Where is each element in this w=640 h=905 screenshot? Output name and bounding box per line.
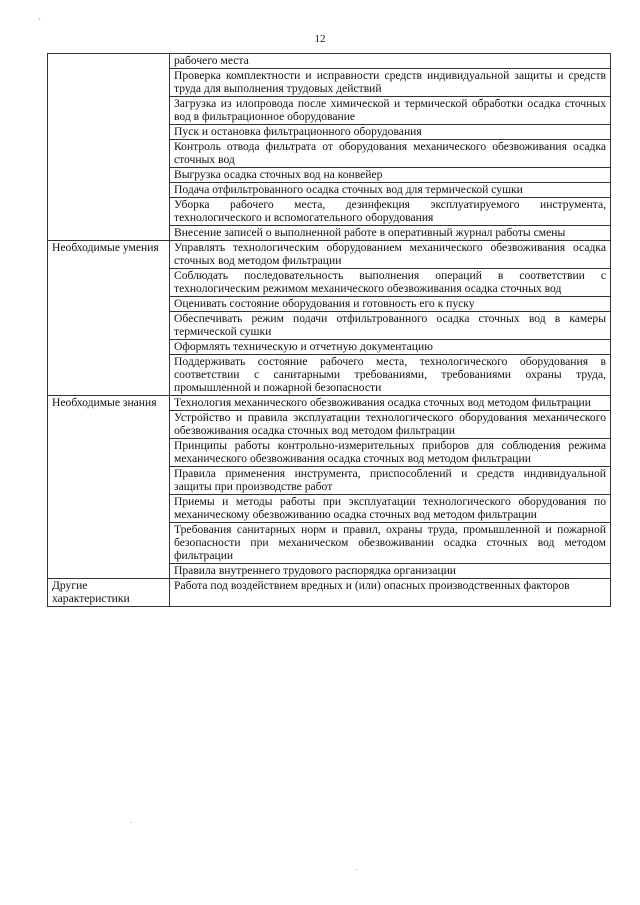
scan-speck (131, 822, 132, 823)
table-cell-item: Правила внутреннего трудового распорядка организации (170, 564, 611, 579)
table-cell-item: Уборка рабочего места, дезинфекция эксплуатируемого инструмента, технологического и вспомогательного оборудования (170, 198, 611, 226)
table-cell-item: Принципы работы контрольно-измерительных приборов для соблюдения режима механического обезвоживания осадка сточных вод методом фильтрации (170, 439, 611, 467)
table-cell-item: Подача отфильтрованного осадка сточных вод для термической сушки (170, 183, 611, 198)
table-cell-item: Контроль отвода фильтрата от оборудования механического обезвоживания осадка сточных вод (170, 140, 611, 168)
table-cell-item: Приемы и методы работы при эксплуатации технологического оборудования по механическому обезвоживанию осадка сточных вод методом фильтрации (170, 495, 611, 523)
table-cell-item: Выгрузка осадка сточных вод на конвейер (170, 168, 611, 183)
scan-speck (356, 869, 357, 870)
section-label (48, 54, 170, 241)
table-cell-item: Работа под воздействием вредных и (или) опасных производственных факторов (170, 579, 611, 607)
table-body (48, 54, 611, 607)
table-cell-item: Оценивать состояние оборудования и готовность его к пуску (170, 297, 611, 312)
table-cell-item: Загрузка из илопровода после химической и термической обработки осадка сточных вод в фильтрационное оборудование (170, 97, 611, 125)
table-row (48, 579, 611, 607)
table-cell-item: Проверка комплектности и исправности средств индивидуальной защиты и средств труда для выполнения трудовых действий (170, 69, 611, 97)
table-cell-item: Оформлять техническую и отчетную документацию (170, 340, 611, 355)
table-cell-item: Управлять технологическим оборудованием механического обезвоживания осадка сточных вод методом фильтрации (170, 241, 611, 269)
scan-mark: ´ (38, 17, 41, 27)
table-cell-item: Внесение записей о выполненной работе в оперативный журнал работы смены (170, 226, 611, 241)
section-label: Другие характеристики (48, 579, 170, 607)
table-cell-item: Технология механического обезвоживания осадка сточных вод методом фильтрации (170, 396, 611, 411)
table-cell-item: рабочего места (170, 54, 611, 69)
table-cell-item: Пуск и остановка фильтрационного оборудования (170, 125, 611, 140)
table-cell-item: Обеспечивать режим подачи отфильтрованного осадка сточных вод в камеры термической сушки (170, 312, 611, 340)
table-cell-item: Правила применения инструмента, приспособлений и средств индивидуальной защиты при производстве работ (170, 467, 611, 495)
table-row (48, 241, 611, 269)
competency-table (47, 53, 611, 607)
table-row (48, 396, 611, 411)
table-cell-item: Устройство и правила эксплуатации технологического оборудования механического обезвоживания осадка сточных вод методом фильтрации (170, 411, 611, 439)
page-number: 12 (314, 33, 326, 45)
table-cell-item: Требования санитарных норм и правил, охраны труда, промышленной и пожарной безопасности при механическом обезвоживании осадка сточных вод методом фильтрации (170, 523, 611, 564)
table-cell-item: Соблюдать последовательность выполнения операций в соответствии с технологическим режимом механического обезвоживания осадка сточных вод (170, 269, 611, 297)
section-label: Необходимые умения (48, 241, 170, 396)
section-label: Необходимые знания (48, 396, 170, 579)
table-row (48, 54, 611, 69)
table-cell-item: Поддерживать состояние рабочего места, технологического оборудования в соответствии с санитарными требованиями, требованиями охраны труда, промышленной и пожарной безопасности (170, 355, 611, 396)
